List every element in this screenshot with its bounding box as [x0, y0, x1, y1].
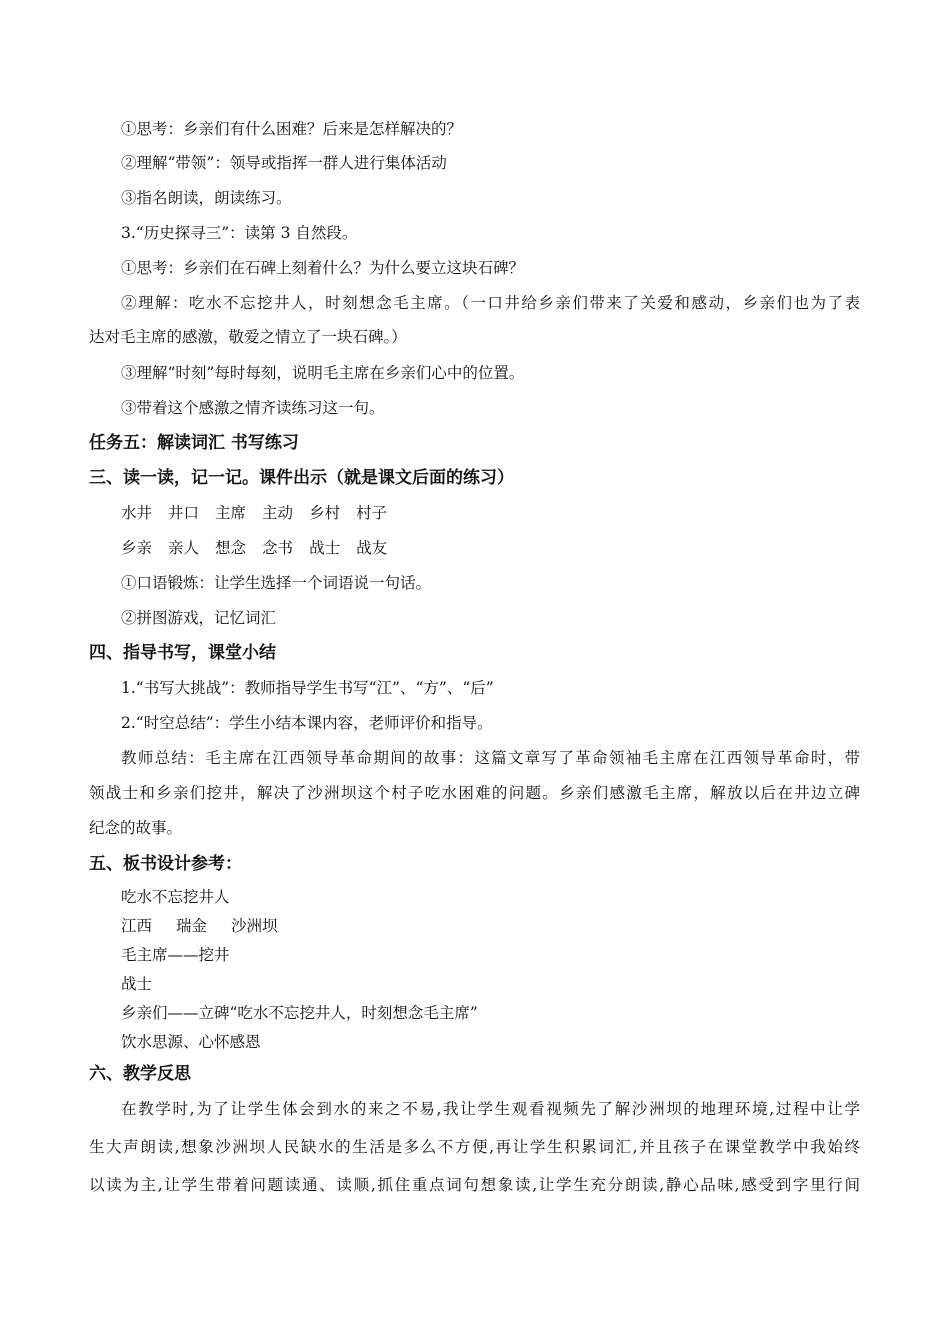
word-item: 念书: [262, 539, 294, 557]
word-item: 亲人: [168, 539, 200, 557]
board-line-4: 战士: [121, 975, 153, 993]
question-5-line-2: 达对毛主席的感激，敬爱之情立了一块石碑。）: [89, 328, 407, 346]
question-2: ②理解“带领”：领导或指挥一群人进行集体活动: [121, 154, 447, 172]
board-line-1: 吃水不忘挖井人: [121, 888, 230, 906]
history-explore-3: 3.“历史探寻三”：读第 3 自然段。: [121, 224, 358, 242]
reflection-line-2: 生大声朗读,想象沙洲坝人民缺水的生活是多么不方便,再让学生积累词汇,并且孩子在课堂教学中我始终: [89, 1138, 860, 1156]
word-item: 村子: [356, 504, 388, 522]
part6-heading: 六、教学反思: [89, 1064, 191, 1084]
board-place: 沙洲坝: [231, 917, 278, 935]
board-places: [121, 916, 302, 936]
puzzle-game: ②拼图游戏，记忆词汇: [121, 609, 277, 627]
part4-heading: 四、指导书写，课堂小结: [89, 643, 276, 663]
oral-practice: ①口语锻炼：让学生选择一个词语说一句话。: [121, 574, 432, 592]
word-list-row-1: [121, 503, 403, 523]
question-4: ①思考：乡亲们在石碑上刻着什么？为什么要立这块石碑？: [121, 259, 525, 277]
board-line-3: 毛主席——挖井: [121, 946, 230, 964]
word-item: 想念: [215, 539, 247, 557]
teacher-summary-line-3: 纪念的故事。: [89, 819, 183, 837]
word-item: 水井: [121, 504, 153, 522]
word-item: 主动: [262, 504, 294, 522]
word-item: 战友: [356, 539, 388, 557]
time-summary: 2.“时空总结”：学生小结本课内容，老师评价和指导。: [121, 714, 493, 732]
board-place: 瑞金: [176, 917, 208, 935]
task5-heading: 任务五：解读词汇 书写练习: [89, 433, 299, 453]
board-line-6: 饮水思源、心怀感恩: [121, 1033, 261, 1051]
question-3: ③指名朗读，朗读练习。: [121, 189, 292, 207]
part3-heading: 三、读一读，记一记。课件出示（就是课文后面的练习）: [89, 468, 514, 488]
board-line-5: 乡亲们——立碑“吃水不忘挖井人，时刻想念毛主席”: [121, 1004, 478, 1022]
word-item: 战士: [309, 539, 341, 557]
board-place: 江西: [121, 917, 153, 935]
teacher-summary-line-2: 领战士和乡亲们挖井，解决了沙洲坝这个村子吃水困难的问题。乡亲们感激毛主席，解放以后在井边立碑: [89, 784, 860, 802]
writing-challenge: 1.“书写大挑战”：教师指导学生书写“江”、“方”、“后”: [121, 679, 494, 697]
question-6: ③理解“时刻”每时每刻，说明毛主席在乡亲们心中的位置。: [121, 364, 525, 382]
reflection-line-1: 在教学时,为了让学生体会到水的来之不易,我让学生观看视频先了解沙洲坝的地理环境,过程中让学: [121, 1100, 860, 1118]
question-7: ③带着这个感激之情齐读练习这一句。: [121, 399, 385, 417]
question-1: ①思考：乡亲们有什么困难？后来是怎样解决的？: [121, 120, 463, 138]
part5-heading: 五、板书设计参考：: [89, 854, 242, 874]
word-item: 主席: [215, 504, 247, 522]
word-list-row-2: [121, 538, 403, 558]
word-item: 井口: [168, 504, 200, 522]
word-item: 乡亲: [121, 539, 153, 557]
question-5-line-1: ②理解：吃水不忘挖井人，时刻想念毛主席。（一口井给乡亲们带来了关爱和感动，乡亲们也为了表: [121, 294, 860, 312]
reflection-line-3: 以读为主,让学生带着问题读通、读顺,抓住重点词句想象读,让学生充分朗读,静心品味,感受到字里行间: [89, 1176, 860, 1194]
word-item: 乡村: [309, 504, 341, 522]
teacher-summary-line-1: 教师总结：毛主席在江西领导革命期间的故事：这篇文章写了革命领袖毛主席在江西领导革命时，带: [121, 749, 860, 767]
